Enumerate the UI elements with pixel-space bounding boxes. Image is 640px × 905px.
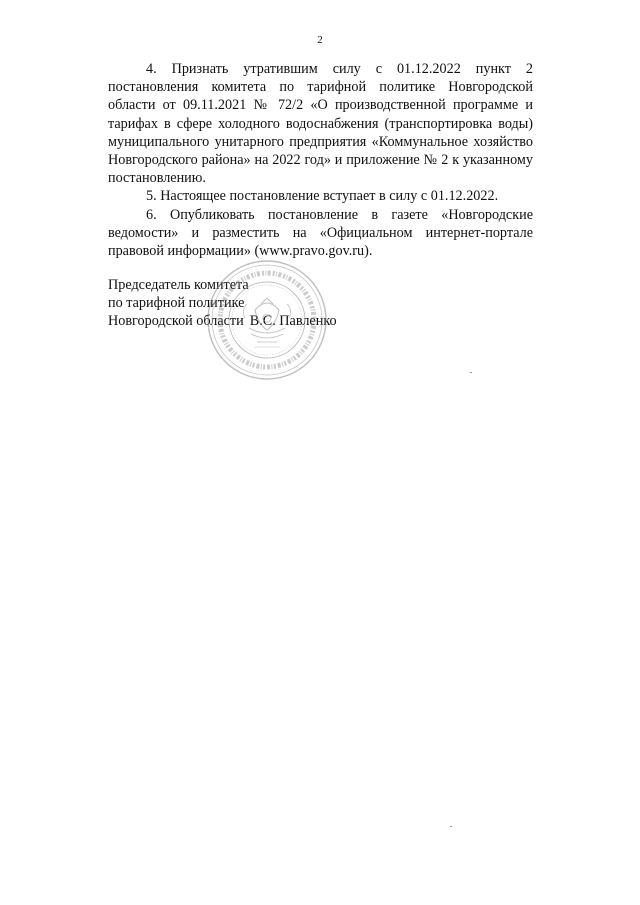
page-number: 2 <box>317 34 323 46</box>
scan-speck <box>470 372 472 373</box>
paragraph-4: 4. Признать утратившим силу с 01.12.2022 пункт 2 постановления комитета по тарифной политике Новгородской области от 09.11.2021 № 72/2 «О производственной программе и тарифах в сфере холодного водоснабжения (транспортировка воды) муниципального унитарного предприятия «Коммунальное хозяйство Новгородского района» на 2022 год» и приложение № 2 к указанному постановлению. <box>108 61 533 187</box>
signatory-name: В.С. Павленко <box>249 313 337 329</box>
signature-block <box>108 276 337 330</box>
paragraph-5: 5. Настоящее постановление вступает в силу с 01.12.2022. <box>146 188 499 205</box>
signature-title-line-1: Председатель комитета <box>108 277 249 293</box>
paragraph-6: 6. Опубликовать постановление в газете «Новгородские ведомости» и разместить на «Официальном интернет-портале правовой информации» (www.pravo.gov.ru). <box>108 206 533 260</box>
document-body <box>108 60 533 260</box>
scan-speck <box>450 826 452 827</box>
signature-title-region: Новгородской области <box>108 313 244 329</box>
signature-title-line-3 <box>108 312 337 330</box>
signature-title-line-2: по тарифной политике <box>108 295 245 311</box>
